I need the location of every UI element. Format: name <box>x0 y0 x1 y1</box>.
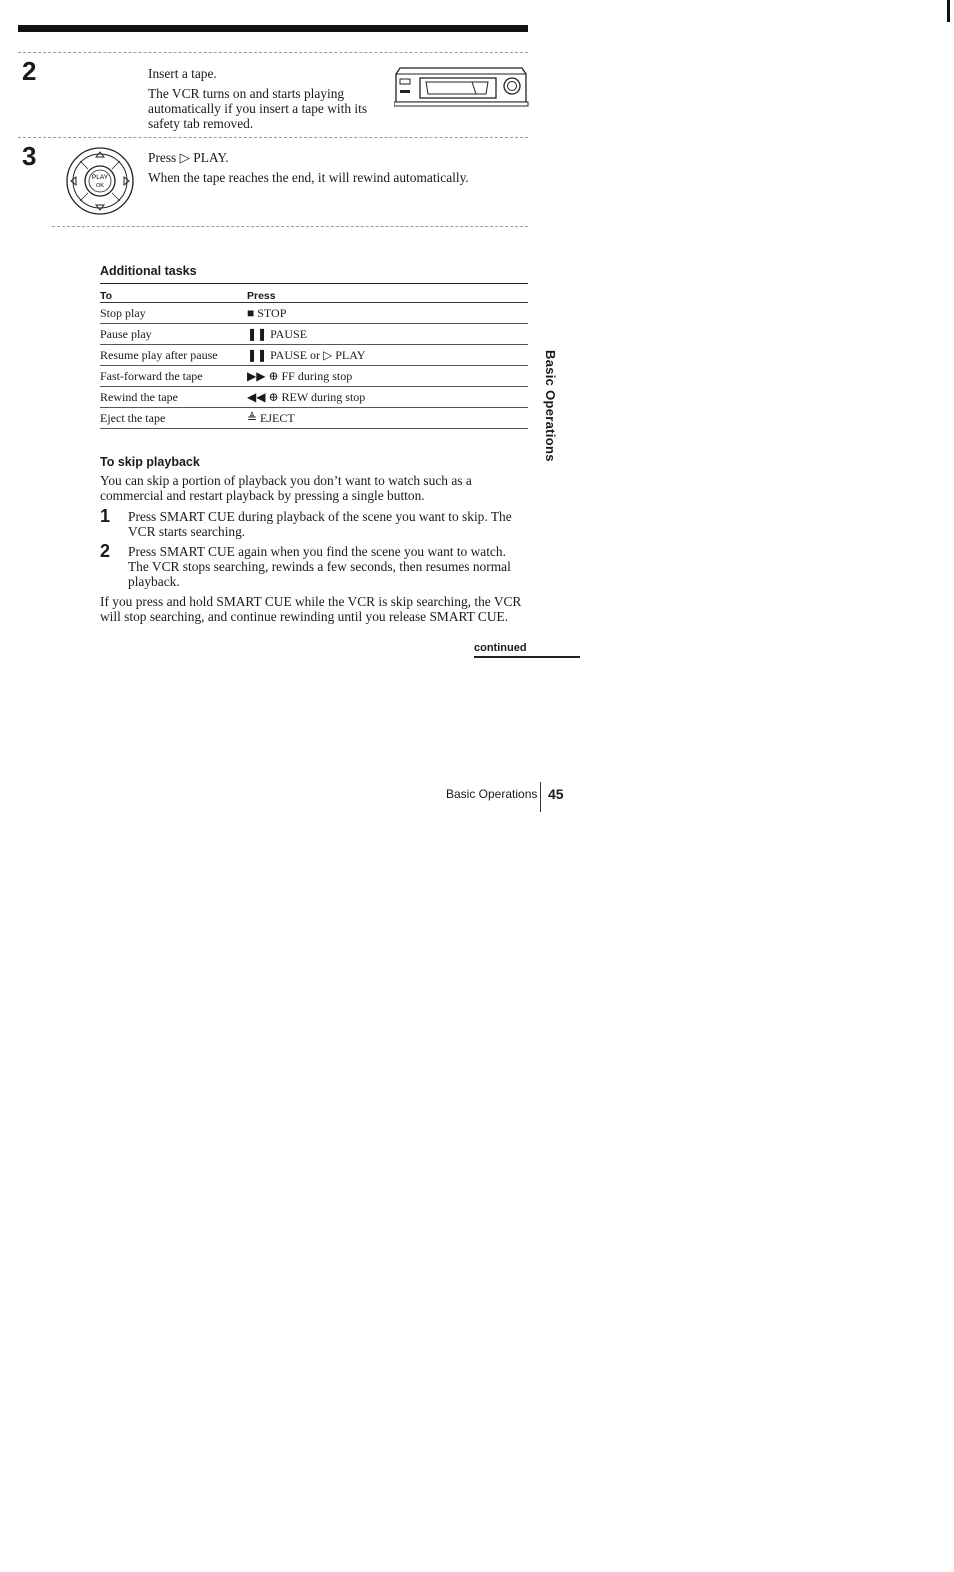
table-row <box>100 408 528 429</box>
skip-step-text: Press SMART CUE during playback of the scene you want to skip. The VCR starts searching. <box>128 509 512 539</box>
skip-step-text: Press SMART CUE again when you find the scene you want to watch. The VCR stops searching, rewinds a few seconds, then resumes normal playback. <box>128 544 511 589</box>
footer-section: Basic Operations <box>446 787 538 801</box>
table-row <box>100 303 528 324</box>
task-cell: Resume play after pause <box>100 345 247 366</box>
column-header-to: To <box>100 284 247 303</box>
table-header-row <box>100 284 528 303</box>
step-title: Insert a tape. <box>148 66 217 81</box>
vcr-illustration <box>394 62 530 110</box>
table-row <box>100 345 528 366</box>
button-cell: ❚❚ PAUSE <box>247 324 528 345</box>
task-cell: Pause play <box>100 324 247 345</box>
table-row <box>100 366 528 387</box>
edge-mark <box>947 0 950 22</box>
continued-label: continued <box>474 642 527 654</box>
remote-play-label: PLAY <box>91 174 109 181</box>
footer-divider <box>540 782 541 812</box>
side-tab: Basic Operations <box>543 350 558 462</box>
table-row <box>100 324 528 345</box>
button-cell: ❚❚ PAUSE or ▷ PLAY <box>247 345 528 366</box>
divider <box>18 137 528 138</box>
additional-tasks-heading: Additional tasks <box>100 264 197 278</box>
skip-step-number: 2 <box>100 541 111 561</box>
task-cell: Fast-forward the tape <box>100 366 247 387</box>
column-header-press: Press <box>247 284 528 303</box>
task-cell: Stop play <box>100 303 247 324</box>
step-title: Press ▷ PLAY. <box>148 150 229 165</box>
divider <box>18 52 528 53</box>
skip-intro: You can skip a portion of playback you don’t want to watch such as a commercial and restart playback by pressing a single button. <box>100 473 472 503</box>
task-cell: Rewind the tape <box>100 387 247 408</box>
button-cell: ◀◀ ⊕ REW during stop <box>247 387 528 408</box>
divider <box>52 226 528 227</box>
step-body: When the tape reaches the end, it will rewind automatically. <box>148 170 469 185</box>
button-cell: ≜ EJECT <box>247 408 528 429</box>
additional-tasks-table <box>100 284 528 429</box>
top-bar <box>18 25 528 32</box>
task-cell: Eject the tape <box>100 408 247 429</box>
step-body: The VCR turns on and starts playing automatically if you insert a tape with its safety tab removed. <box>148 86 368 131</box>
button-cell: ■ STOP <box>247 303 528 324</box>
step-number: 2 <box>22 56 37 86</box>
continued-rule <box>474 656 580 658</box>
remote-control-illustration <box>66 146 136 216</box>
step-number: 3 <box>22 141 37 171</box>
table-row <box>100 387 528 408</box>
skip-step-number: 1 <box>100 506 111 526</box>
remote-ok-label: OK <box>96 183 104 189</box>
skip-note: If you press and hold SMART CUE while the VCR is skip searching, the VCR will stop searching, and continue rewinding until you release SMART CUE. <box>100 594 522 624</box>
skip-playback-heading: To skip playback <box>100 455 200 469</box>
page-number: 45 <box>548 786 564 802</box>
button-cell: ▶▶ ⊕ FF during stop <box>247 366 528 387</box>
